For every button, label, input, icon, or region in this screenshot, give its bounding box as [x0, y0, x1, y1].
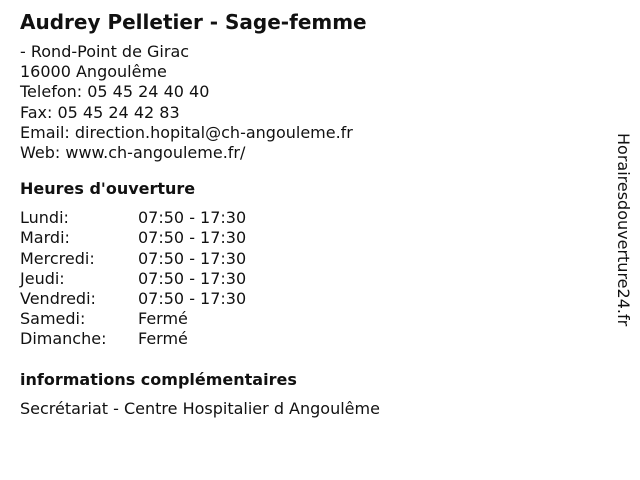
fax-number: Fax: 05 45 24 42 83	[20, 102, 180, 122]
time-range: 07:50 - 17:30	[138, 208, 247, 228]
opening-hours-table	[20, 208, 600, 349]
day-label: Vendredi:	[20, 289, 96, 309]
time-range: 07:50 - 17:30	[138, 248, 247, 268]
phone-number: Telefon: 05 45 24 40 40	[20, 82, 210, 102]
website-address: Web: www.ch-angouleme.fr/	[20, 143, 246, 163]
business-name: Audrey Pelletier - Sage-femme	[20, 10, 367, 34]
email-address: Email: direction.hopital@ch-angouleme.fr	[20, 122, 353, 142]
hours-row-sunday	[20, 329, 600, 349]
hours-row-friday	[20, 289, 600, 309]
time-range: 07:50 - 17:30	[138, 228, 247, 248]
day-label: Dimanche:	[20, 329, 107, 349]
time-range: Fermé	[138, 309, 188, 329]
city-address: 16000 Angoulême	[20, 62, 167, 82]
time-range: 07:50 - 17:30	[138, 268, 247, 288]
hours-row-monday	[20, 208, 600, 228]
hours-row-thursday	[20, 269, 600, 289]
time-range: 07:50 - 17:30	[138, 289, 247, 309]
hours-row-saturday	[20, 309, 600, 329]
contact-block	[20, 82, 600, 163]
hours-row-tuesday	[20, 228, 600, 248]
day-label: Mercredi:	[20, 248, 95, 268]
listing-card	[20, 8, 600, 419]
day-label: Mardi:	[20, 228, 70, 248]
address-block	[20, 42, 600, 82]
street-address: - Rond-Point de Girac	[20, 42, 190, 61]
site-watermark: Horairesdouverture24.fr	[614, 133, 633, 327]
day-label: Jeudi:	[20, 268, 65, 288]
additional-info-text: Secrétariat - Centre Hospitalier d Angoulême	[20, 398, 380, 418]
day-label: Samedi:	[20, 309, 86, 329]
additional-info-heading: informations complémentaires	[20, 369, 297, 389]
day-label: Lundi:	[20, 208, 69, 228]
opening-hours-heading: Heures d'ouverture	[20, 179, 196, 199]
time-range: Fermé	[138, 329, 188, 349]
hours-row-wednesday	[20, 249, 600, 269]
